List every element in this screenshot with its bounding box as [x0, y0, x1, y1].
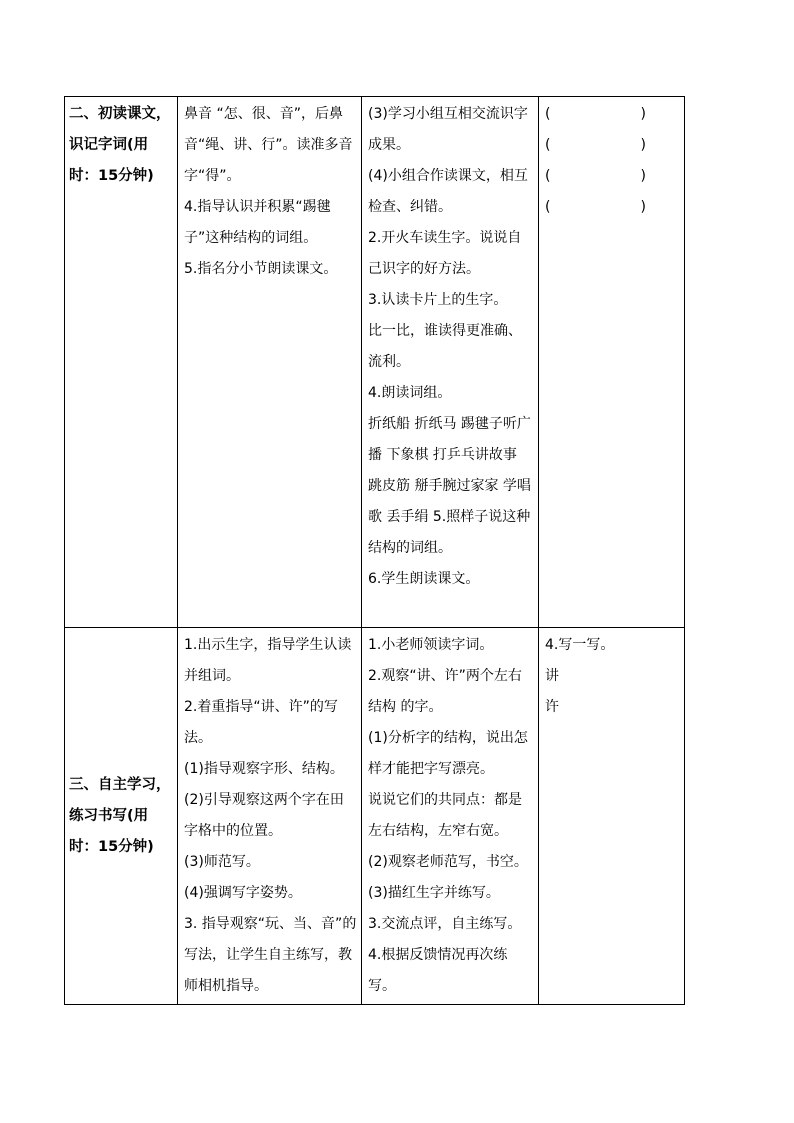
student-line: 3.认读卡片上的生字。: [368, 292, 508, 308]
student-line: 说说它们的共同点：都是左右结构，左窄右宽。: [368, 792, 522, 839]
stage-cell: 三、自主学习，练习书写(用时：15分钟): [65, 628, 178, 1005]
blank-open: (: [545, 106, 551, 122]
student-line: (3)学习小组互相交流识字成果。: [368, 106, 528, 153]
blank-open: (: [545, 199, 551, 215]
blank-open: (: [545, 168, 551, 184]
notes-line: 许: [545, 699, 559, 715]
teacher-line: 鼻音 “怎、很、音”，后鼻音“绳、讲、行”。读准多音字“得”。: [184, 106, 353, 184]
notes-line: 4.写一写。: [545, 637, 615, 653]
student-line: (4)小组合作读课文，相互检查、纠错。: [368, 168, 528, 215]
student-line: 4.根据反馈情况再次练写。: [368, 947, 508, 994]
teacher-line: (3)师范写。: [184, 854, 260, 870]
blank-close: ): [640, 199, 646, 215]
student-line: 4.朗读词组。: [368, 385, 452, 401]
blank-close: ): [640, 168, 646, 184]
blank-close: ): [640, 137, 646, 153]
student-line: 6.学生朗读课文。: [368, 571, 480, 587]
teacher-line: 5.指名分小节朗读课文。: [184, 261, 338, 277]
table-row: [65, 97, 685, 628]
student-line: 2.观察“讲、许”两个左右结构 的字。: [368, 668, 522, 715]
blank-parentheses: [545, 192, 680, 223]
student-line: 比一比，谁读得更准确、流利。: [368, 323, 522, 370]
table-row: [65, 628, 685, 1005]
notes-cell: [539, 628, 685, 1005]
blank-parentheses: [545, 130, 680, 161]
lesson-plan-table: [64, 96, 685, 1005]
student-line: 3.交流点评，自主练写。: [368, 916, 522, 932]
student-line: (3)描红生字并练写。: [368, 885, 500, 901]
blank-open: (: [545, 137, 551, 153]
teacher-line: 4.指导认识并积累“踢毽子”这种结构的词组。: [184, 199, 331, 246]
teacher-line: (4)强调写字姿势。: [184, 885, 302, 901]
notes-line: 讲: [545, 668, 559, 684]
teacher-line: 3. 指导观察“玩、当、音”的写法，让学生自主练写，教师相机指导。: [184, 916, 357, 994]
teacher-line: (2)引导观察这两个字在田字格中的位置。: [184, 792, 344, 839]
student-line: 折纸船 折纸马 踢毽子听广播 下象棋 打乒乓讲故事 跳皮筋 掰手腕过家家 学唱歌 丢手绢 5.照样子说这种结构的词组。: [368, 416, 531, 556]
blank-close: ): [640, 106, 646, 122]
student-activity-cell: [362, 628, 539, 1005]
student-line: (2)观察老师范写，书空。: [368, 854, 528, 870]
blank-parentheses: [545, 99, 680, 130]
student-line: 2.开火车读生字。说说自己识字的好方法。: [368, 230, 522, 277]
teacher-activity-cell: [178, 97, 362, 628]
student-line: (1)分析字的结构，说出怎样才能把字写漂亮。: [368, 730, 528, 777]
notes-cell: [539, 97, 685, 628]
teacher-line: (1)指导观察字形、结构。: [184, 761, 344, 777]
student-line: 1.小老师领读字词。: [368, 637, 494, 653]
teacher-line: 2.着重指导“讲、许”的写法。: [184, 699, 338, 746]
student-activity-cell: [362, 97, 539, 628]
teacher-activity-cell: [178, 628, 362, 1005]
teacher-line: 1.出示生字，指导学生认读并组词。: [184, 637, 352, 684]
stage-cell: 二、初读课文，识记字词(用时：15分钟): [65, 97, 178, 628]
blank-parentheses: [545, 161, 680, 192]
